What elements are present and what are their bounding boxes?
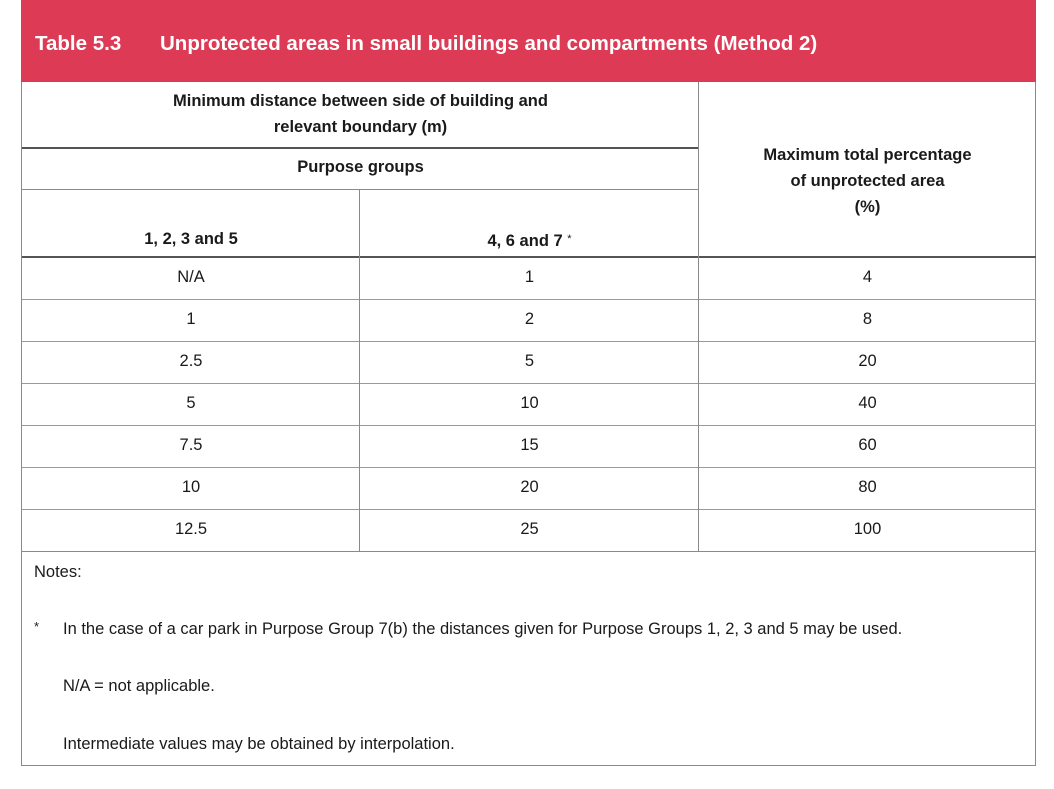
unprotected-areas-table — [21, 0, 1036, 766]
cell-max-percentage: 60 — [858, 436, 877, 454]
cell-purpose-467: 1 — [524, 268, 535, 286]
table-title: Unprotected areas in small buildings and compartments (Method 2) — [160, 32, 818, 55]
cell-purpose-1235: 12.5 — [174, 520, 208, 538]
note-marker: * — [34, 619, 40, 634]
column-divider-right — [698, 82, 699, 551]
cell-purpose-467: 25 — [520, 520, 539, 538]
note-interpolation: Intermediate values may be obtained by interpolation. — [63, 735, 455, 753]
header-max-line3: (%) — [854, 198, 881, 216]
cell-purpose-467: 15 — [520, 436, 539, 454]
header-col-purpose-467-label: 4, 6 and 7 — [487, 232, 563, 250]
note-not-applicable: N/A = not applicable. — [63, 677, 215, 695]
header-max-line2: of unprotected area — [790, 172, 945, 190]
cell-purpose-467: 2 — [524, 310, 535, 328]
cell-purpose-467: 5 — [524, 352, 535, 370]
cell-purpose-1235: N/A — [177, 268, 205, 286]
cell-max-percentage: 80 — [858, 478, 877, 496]
row-divider — [22, 383, 1036, 384]
row-divider — [22, 341, 1036, 342]
header-distance-line1: Minimum distance between side of building and — [173, 92, 548, 110]
cell-purpose-1235: 7.5 — [179, 436, 203, 454]
table-title-bar — [21, 0, 1036, 82]
cell-max-percentage: 8 — [862, 310, 873, 328]
cell-purpose-1235: 5 — [186, 394, 196, 412]
rule-above-notes — [22, 551, 1036, 552]
header-distance-line2: relevant boundary (m) — [273, 118, 448, 136]
cell-purpose-467: 10 — [520, 394, 539, 412]
header-col-footnote-marker: * — [567, 233, 572, 245]
header-max-percentage — [699, 142, 1036, 220]
cell-purpose-1235: 1 — [186, 310, 196, 328]
cell-max-percentage: 4 — [862, 268, 873, 286]
table-number: Table 5.3 — [35, 32, 122, 55]
row-divider — [22, 509, 1036, 510]
cell-max-percentage: 100 — [853, 520, 882, 538]
note-car-park: In the case of a car park in Purpose Group 7(b) the distances given for Purpose Groups 1, 2, 3 and 5 may be used. — [63, 620, 903, 638]
row-divider — [22, 467, 1036, 468]
column-divider-middle — [359, 190, 360, 551]
header-col-purpose-467 — [360, 226, 699, 254]
header-purpose-groups: Purpose groups — [297, 158, 424, 176]
header-max-line1: Maximum total percentage — [763, 146, 972, 164]
cell-purpose-467: 20 — [520, 478, 539, 496]
cell-max-percentage: 20 — [858, 352, 877, 370]
row-divider — [22, 299, 1036, 300]
rule-under-distance-header — [22, 147, 699, 149]
row-divider — [22, 425, 1036, 426]
cell-max-percentage: 40 — [858, 394, 877, 412]
cell-purpose-1235: 10 — [181, 478, 201, 496]
header-col-purpose-1235: 1, 2, 3 and 5 — [144, 230, 238, 248]
rule-under-header — [22, 256, 1036, 258]
cell-purpose-1235: 2.5 — [179, 352, 203, 370]
rule-under-purpose-groups — [22, 189, 699, 190]
header-distance — [22, 88, 699, 140]
notes-label: Notes: — [34, 563, 82, 581]
